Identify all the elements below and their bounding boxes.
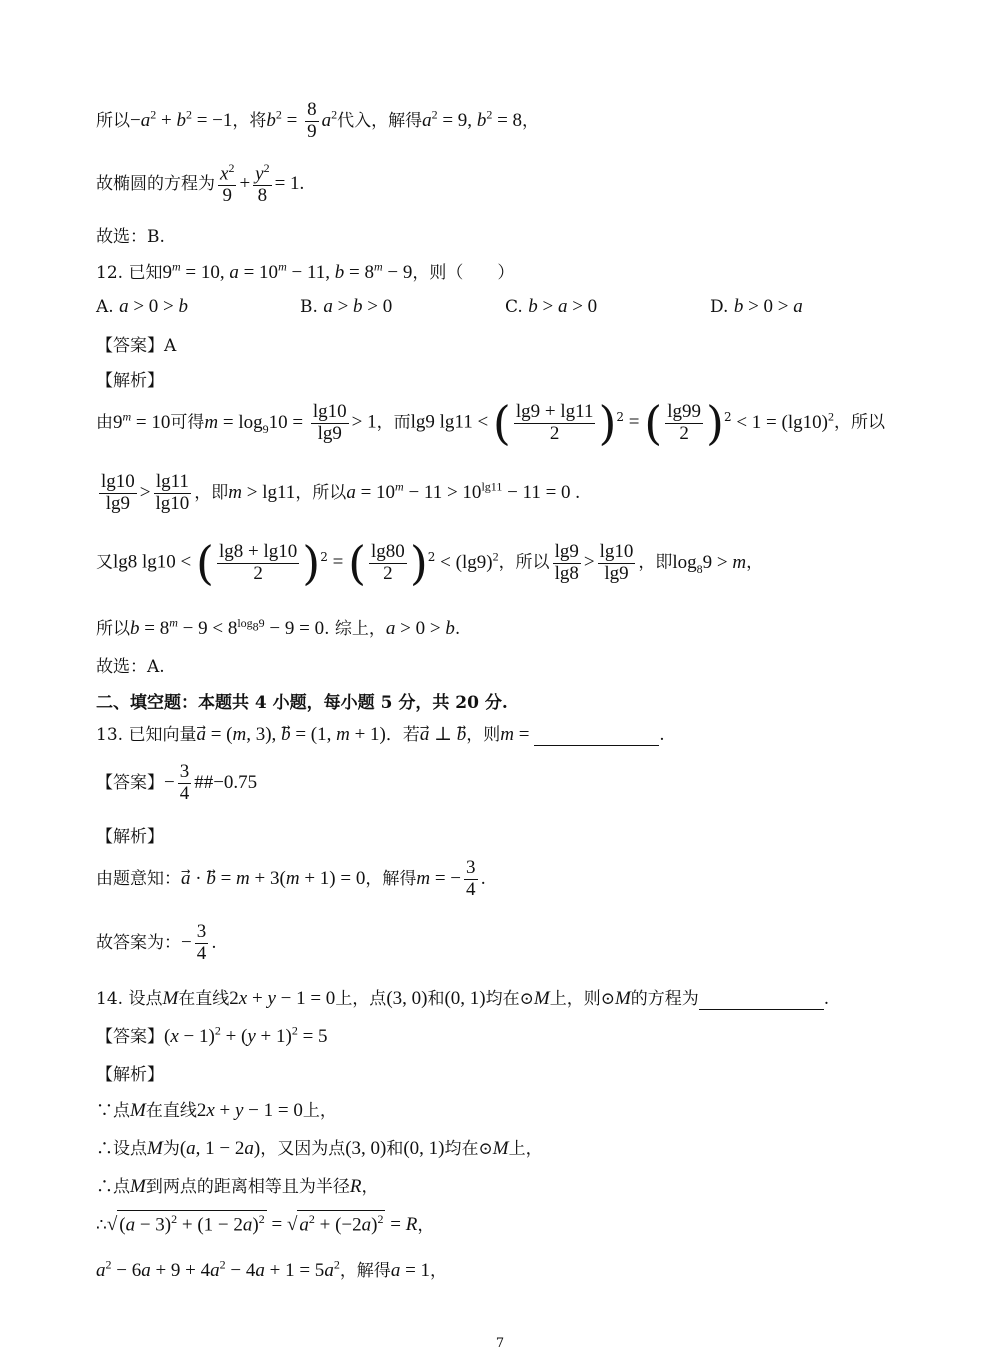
q12-step-2: $\frac{\lg 10}{\lg 9}$ > $\frac{\lg 11}{\lg 10}$ ，即m > lg11，所以$a = 10^m - 11 > 10^{lg11} - 11 = 0$ .: [101, 471, 581, 514]
q11-line-2: 故椭圆的方程为 $\frac{x^2}{9}$ + $\frac{y^2}{8}$ = 1.: [96, 161, 305, 207]
q12-step-3: 又lg8 lg10 < ( $\frac{\lg 8 + \lg 10}{2}$ )$^2$ = ( $\frac{\lg 80}{2}$ )$^2 < (\lg 9)^2$，所以 $\frac{\lg 9}{\lg 8}$ > $\frac{\lg 10}{\lg 9}$ ，即$\log_89 > m$，: [96, 536, 764, 590]
q14-step-3: ∴点M到两点的距离相等且为半径R，: [96, 1176, 379, 1197]
q12-option-d: D. b > 0 > a: [710, 296, 803, 317]
q12-step-1: 由$9^m = 10$可得$m = \log_910$ = $\frac{\lg 10}{\lg 9}$ > 1，而lg9 lg11 < ( $\frac{\lg 9 + \lg 11}{2}$ )$^2$ = ( $\frac{\lg 99}{2}$ )$^2 < 1 = (\lg 10)^2$，所以: [96, 396, 885, 450]
q14-stem: 14. 设点M在直线2x + y − 1 = 0上，点(3, 0)和(0, 1)均在⊙M上，则⊙M的方程为 .: [96, 988, 830, 1009]
q12-analysis-label: 【解析】: [96, 371, 164, 391]
section-heading: 二、填空题：本题共 4 小题，每小题 5 分，共 20 分.: [96, 693, 508, 713]
q13-answer: 【答案】− $\frac{3}{4}$ ##−0.75: [96, 761, 258, 804]
q13-step-1: 由题意知：a⃗ · b⃗ = m + 3(m + 1) = 0，解得m = − $\frac{3}{4}$ .: [96, 857, 486, 900]
q13-analysis-label: 【解析】: [96, 827, 164, 847]
q13-stem: 13. 已知向量a⃗ = (m, 3), b⃗ = (1, m + 1)．若a⃗ ⊥ b，则m = .: [96, 724, 665, 745]
q12-option-c: C. b > a > 0: [505, 296, 598, 317]
q12-step-4: 所以$b = 8^m - 9 < 8^{log_89} - 9 = 0$. 综上，a > 0 > b.: [96, 615, 461, 639]
q13-conclusion: 故答案为：− $\frac{3}{4}$ .: [96, 921, 217, 964]
q14-step-2: ∴设点M为(a, 1 − 2a)，又因为点(3, 0)和(0, 1)均在⊙M上，: [96, 1138, 543, 1159]
q12-conclusion: 故选：A.: [96, 657, 165, 677]
q14-analysis-label: 【解析】: [96, 1065, 164, 1085]
answer-blank: [534, 727, 659, 746]
q14-answer: 【答案】$(x - 1)^2 + (y + 1)^2 = 5$: [96, 1023, 328, 1047]
q11-conclusion: 故选：B.: [96, 227, 165, 247]
answer-blank: [699, 991, 824, 1010]
q11-line-1: 所以$-a^2 + b^2 = -1$，将$b^2$ = $\frac{8}{9}$ $a^2$代入，解得$a^2 = 9$, $b^2 = 8$，: [96, 99, 540, 142]
q12-stem: 12. 已知$9^m = 10$, $a = 10^m - 11$, $b = 8^m - 9$，则（ ）: [96, 259, 515, 283]
q12-option-b: B. a > b > 0: [300, 296, 393, 317]
page-number: 7: [495, 1336, 505, 1351]
q12-option-a: A. a > 0 > b: [96, 296, 189, 317]
q14-step-5: $a^2 - 6a + 9 + 4a^2 - 4a + 1 = 5a^2$，解得a = 1，: [96, 1257, 448, 1281]
q12-answer: 【答案】A: [96, 336, 177, 356]
q14-step-4: ∴√ $(a - 3)^2 + (1 - 2a)^2$ = √ $a^2 + (-2a)^2 = R$，: [96, 1212, 435, 1236]
q14-step-1: ∵点M在直线2x + y − 1 = 0上，: [96, 1100, 337, 1121]
